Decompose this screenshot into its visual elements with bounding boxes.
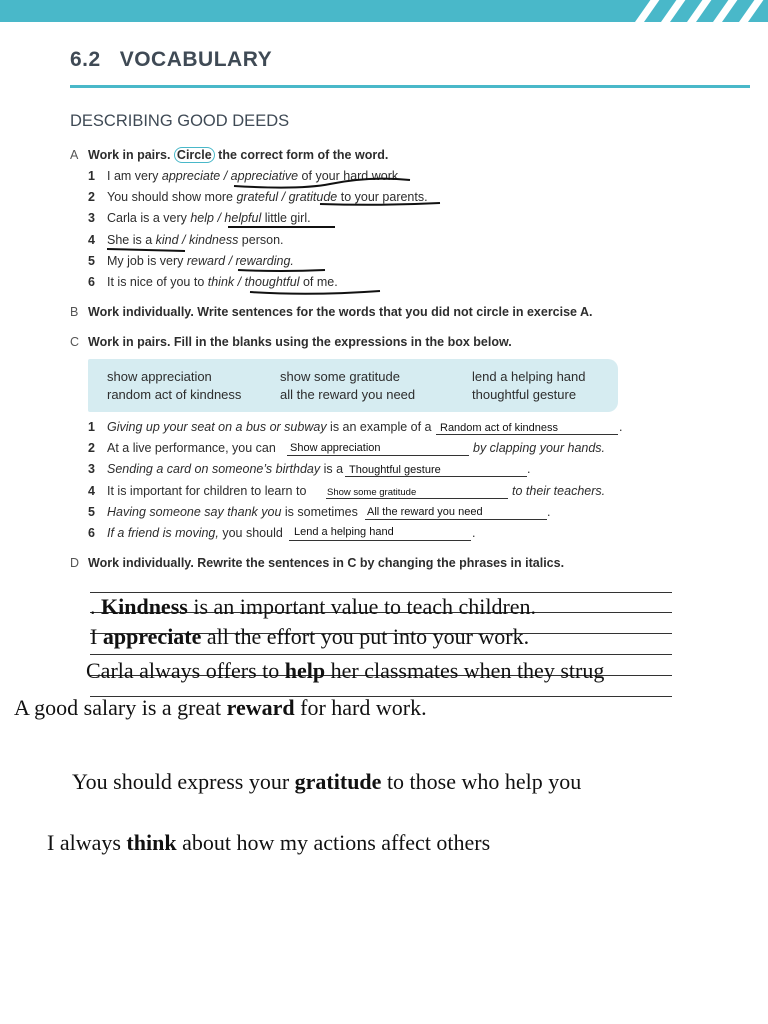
ink-underline — [250, 291, 380, 294]
banner-stripes — [628, 0, 768, 22]
box-expression: lend a helping hand — [472, 369, 586, 384]
c-item-end: . — [547, 505, 551, 519]
ink-underline — [107, 249, 185, 251]
expression-box — [88, 359, 618, 412]
a-item: Carla is a very help / helpful little girl. — [107, 211, 311, 225]
answer-text: Show some gratitude — [327, 487, 417, 498]
c-item-end: . — [527, 462, 531, 476]
c-item-num: 4 — [88, 484, 95, 498]
unit-name: VOCABULARY — [119, 48, 273, 71]
box-expression: show appreciation — [107, 369, 212, 384]
answer-text: All the reward you need — [367, 506, 483, 518]
c-item-num: 2 — [88, 441, 95, 455]
ink-underline — [238, 270, 325, 271]
answer-text: Show appreciation — [290, 442, 381, 454]
a-item-num: 6 — [88, 275, 95, 289]
c-item-end: . — [619, 420, 623, 434]
box-expression: show some gratitude — [280, 369, 400, 384]
box-expression: thoughtful gesture — [472, 387, 577, 402]
box-expression: all the reward you need — [280, 387, 416, 402]
c-item-num: 1 — [88, 420, 95, 434]
exercise-c-letter: C — [70, 335, 80, 349]
written-sentence[interactable]: . Kindness is an important value to teach children. — [90, 594, 537, 619]
title-rule — [70, 85, 750, 88]
c-item: Sending a card on someone’s birthday is a — [107, 462, 344, 476]
unit-number: 6.2 — [70, 48, 101, 71]
c-item: It is important for children to learn to — [107, 484, 307, 498]
c-item: Having someone say thank you is sometimes — [107, 505, 358, 519]
a-item: My job is very reward / rewarding. — [107, 254, 294, 268]
writing-line — [90, 654, 672, 655]
a-item-num: 2 — [88, 190, 95, 204]
c-item: If a friend is moving, you should — [107, 526, 283, 540]
written-sentence[interactable]: You should express your gratitude to those who help you — [72, 769, 582, 794]
answer-text: Lend a helping hand — [294, 526, 394, 538]
answer-text: Thoughtful gesture — [349, 464, 441, 476]
c-item-end: to their teachers. — [512, 484, 606, 498]
written-sentence-clip — [86, 656, 672, 690]
exercise-a-letter: A — [70, 148, 79, 162]
a-item: You should show more grateful / gratitude to your parents. — [107, 190, 428, 204]
c-item-end: . — [472, 526, 476, 540]
written-sentence[interactable]: Carla always offers to help her classmates when they strug — [86, 658, 605, 683]
c-item-num: 5 — [88, 505, 95, 519]
exercise-b-letter: B — [70, 305, 79, 319]
a-item-num: 4 — [88, 233, 95, 247]
written-sentence[interactable]: I always think about how my actions affect others — [47, 830, 491, 855]
written-sentence[interactable]: A good salary is a great reward for hard work. — [14, 695, 427, 720]
a-item: It is nice of you to think / thoughtful of me. — [107, 275, 338, 289]
exercise-c-instruction: Work in pairs. Fill in the blanks using the expressions in the box below. — [88, 335, 512, 349]
exercise-d-instruction: Work individually. Rewrite the sentences in C by changing the phrases in italics. — [88, 556, 565, 570]
a-item: She is a kind / kindness person. — [107, 233, 284, 247]
exercise-d-letter: D — [70, 556, 80, 570]
circle-word: Circle — [174, 147, 215, 163]
c-item-num: 3 — [88, 462, 95, 476]
written-sentence[interactable]: I appreciate all the effort you put into your work. — [90, 624, 530, 649]
a-item-num: 1 — [88, 169, 95, 183]
answer-text: Random act of kindness — [440, 422, 559, 434]
c-item-end: by clapping your hands. — [473, 441, 606, 455]
unit-title — [70, 48, 272, 72]
a-item: I am very appreciate / appreciative of your hard work. — [107, 169, 402, 183]
c-item: At a live performance, you can — [107, 441, 276, 455]
a-item-num: 3 — [88, 211, 95, 225]
box-expression: random act of kindness — [107, 387, 242, 402]
section-heading: DESCRIBING GOOD DEEDS — [70, 112, 290, 130]
writing-line — [90, 592, 672, 593]
a-item-num: 5 — [88, 254, 95, 268]
exercise-a-instruction: Work in pairs. Circle the correct form of the word. — [88, 148, 389, 162]
c-item: Giving up your seat on a bus or subway is an example of a — [107, 420, 432, 434]
exercise-b-instruction: Work individually. Write sentences for the words that you did not circle in exercise A. — [88, 305, 593, 319]
c-item-num: 6 — [88, 526, 95, 540]
